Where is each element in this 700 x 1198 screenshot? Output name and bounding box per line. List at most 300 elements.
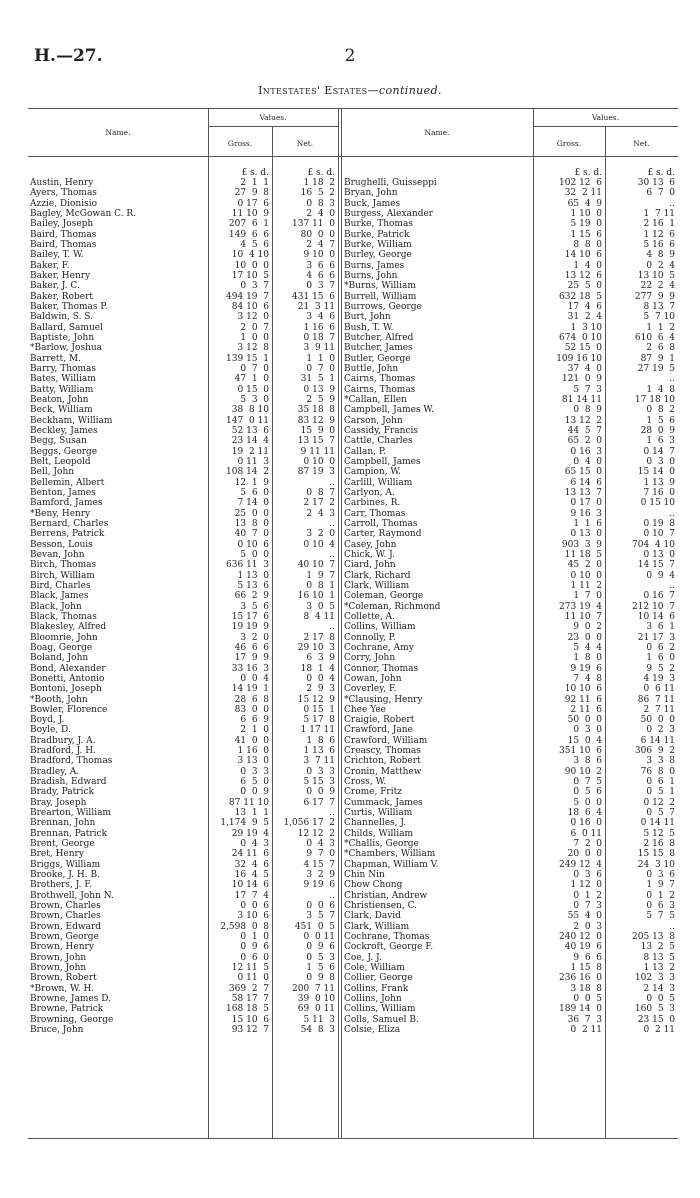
net-value: 29 10 3: [297, 642, 335, 653]
net-value: 83 12 9: [297, 415, 335, 426]
net-value: 0 5 7: [646, 808, 675, 819]
gross-value: 0 3 7: [240, 281, 269, 292]
gross-value: 17 7 4: [234, 890, 269, 901]
gross-value: 0 5 6: [573, 787, 602, 798]
gross-value: 1 8 0: [573, 653, 602, 664]
estate-name: Brent, George: [30, 839, 95, 850]
estate-name: Baker, J. C.: [30, 281, 80, 292]
net-value: 8 4 11: [303, 611, 335, 622]
net-value: 0 3 0: [646, 456, 675, 467]
estate-name: Cross, W.: [344, 777, 387, 788]
net-value: 1 1 0: [306, 353, 335, 364]
gross-value: 1 3 10: [570, 322, 602, 333]
gross-value: 23 0 0: [567, 632, 602, 643]
net-value: 2 5 9: [306, 394, 335, 405]
estate-name: Curtis, William: [344, 808, 413, 819]
table-row: [28, 777, 678, 787]
net-value: 0 10 7: [643, 529, 675, 540]
table-row: [28, 312, 678, 322]
gross-value: 14 19 1: [231, 684, 269, 695]
net-value: 6 7 0: [646, 188, 675, 199]
gross-value: 31 2 4: [567, 312, 602, 323]
col-name-left: Name.: [105, 128, 131, 137]
estate-name: Boyle, D.: [30, 725, 71, 736]
estate-name: *Challis, George: [344, 839, 419, 850]
gross-value: 5 13 6: [237, 580, 269, 591]
gross-value: 10 14 6: [231, 880, 269, 891]
estate-name: Baker, Thomas P.: [30, 301, 108, 312]
net-value: 5 12 5: [643, 828, 675, 839]
estate-name: Buttle, John: [344, 363, 399, 374]
estate-name: Carlill, William: [344, 477, 413, 488]
gross-value: 108 14 2: [226, 467, 269, 478]
estate-name: Coverley, F.: [344, 684, 397, 695]
table-row: [28, 736, 678, 746]
gross-value: 9 16 3: [570, 508, 602, 519]
gross-value: 0 10 6: [237, 539, 269, 550]
net-value: 451 0 5: [294, 921, 335, 932]
net-value: 2 17 2: [303, 498, 335, 509]
table-row: [28, 343, 678, 353]
estate-name: Brown, Charles: [30, 901, 101, 912]
gross-value: 0 11 3: [237, 456, 269, 467]
net-value: 13 2 5: [640, 942, 675, 953]
estate-name: Baker, Robert: [30, 291, 93, 302]
estate-name: *Booth, John: [30, 694, 88, 705]
estate-name: Brughelli, Guisseppi: [344, 178, 437, 188]
table-row: [28, 1025, 678, 1035]
estate-name: Burt, John: [344, 312, 391, 323]
gross-value: 0 15 0: [237, 384, 269, 395]
table-row: [28, 870, 678, 880]
gross-value: 0 0 5: [573, 994, 602, 1005]
gross-value: 65 2 0: [567, 436, 602, 447]
gross-value: 9 6 6: [573, 952, 602, 963]
table-row: [28, 922, 678, 932]
estate-name: Baptiste, John: [30, 332, 95, 343]
net-value: 2 9 3: [306, 684, 335, 695]
net-value: 39 0 10: [297, 994, 335, 1005]
net-value: 4 15 7: [303, 859, 335, 870]
estate-name: Bailey, T. W.: [30, 250, 84, 261]
net-value: 137 11 0: [292, 219, 335, 230]
net-value: 2 4 7: [306, 239, 335, 250]
estate-name: Burrows, George: [344, 301, 422, 312]
table-row: [28, 695, 678, 705]
estate-name: Collins, William: [344, 1004, 416, 1015]
estate-name: *Callan, Ellen: [344, 394, 407, 405]
table-row: [28, 643, 678, 653]
gross-value: 10 10 6: [564, 684, 602, 695]
table-row: [28, 426, 678, 436]
table-row: [28, 963, 678, 973]
table-row: [28, 612, 678, 622]
estate-name: Bond, Alexander: [30, 663, 106, 674]
estate-name: Burke, William: [344, 239, 412, 250]
net-value: 16 5 2: [300, 188, 335, 199]
net-value: ..: [329, 890, 335, 901]
table-row: [28, 292, 678, 302]
net-value: 13 10 5: [637, 270, 675, 281]
table-row: [28, 209, 678, 219]
gross-value: 4 5 6: [240, 239, 269, 250]
net-value: 54 8 3: [300, 1025, 335, 1036]
estate-name: Bruce, John: [30, 1025, 84, 1036]
net-value: 15 14 0: [637, 467, 675, 478]
gross-value: 6 6 9: [240, 715, 269, 726]
net-value: 0 14 11: [640, 818, 675, 829]
gross-value: 41 0 0: [234, 735, 269, 746]
estates-table: [28, 108, 678, 1138]
net-value: 3 6 6: [306, 260, 335, 271]
gross-value: 11 10 9: [231, 208, 269, 219]
estate-name: Belt, Leopold: [30, 456, 91, 467]
gross-value: 15 0 4: [567, 735, 602, 746]
table-row: [28, 478, 678, 488]
estate-name: Brooke, J. H. B.: [30, 870, 100, 881]
estate-name: Craigie, Robert: [344, 715, 415, 726]
net-value: ..: [329, 622, 335, 633]
table-row: [28, 333, 678, 343]
gross-value: 0 2 11: [570, 1025, 602, 1036]
gross-value: 32 2 11: [564, 188, 602, 199]
net-value: 0 18 7: [303, 332, 335, 343]
table-row: [28, 188, 678, 198]
estate-name: Chin Nin: [344, 870, 385, 881]
net-value: 23 15 0: [637, 1014, 675, 1025]
net-value: 5 7 10: [643, 312, 675, 323]
estate-name: Bradish, Edward: [30, 777, 107, 788]
net-value: 14 15 7: [637, 560, 675, 571]
net-value: 6 14 11: [640, 735, 675, 746]
estate-name: Carter, Raymond: [344, 529, 422, 540]
net-value: 22 2 4: [640, 281, 675, 292]
gross-value: 13 1 1: [234, 808, 269, 819]
estate-name: Bush, T. W.: [344, 322, 394, 333]
net-value: 0 15 10: [640, 498, 675, 509]
net-value: 2 17 8: [303, 632, 335, 643]
net-value: 0 13 0: [643, 549, 675, 560]
estate-name: Benton, James: [30, 487, 96, 498]
estate-name: Beggs, George: [30, 446, 98, 457]
gross-value: 66 2 9: [234, 591, 269, 602]
gross-value: 0 0 9: [240, 787, 269, 798]
gross-value: 52 13 6: [231, 425, 269, 436]
table-row: [28, 756, 678, 766]
estate-name: Barrett, M.: [30, 353, 81, 364]
estate-name: Brown, Edward: [30, 921, 102, 932]
gross-value: 3 12 8: [237, 343, 269, 354]
title-main: Intestates' Estates: [258, 84, 368, 97]
net-value: 27 19 5: [637, 363, 675, 374]
estate-name: Campion, W.: [344, 467, 401, 478]
estate-name: Childs, William: [344, 828, 414, 839]
table-row: [28, 219, 678, 229]
gross-value: 5 19 0: [570, 219, 602, 230]
net-value: 1 5 6: [646, 415, 675, 426]
table-row: [28, 633, 678, 643]
gross-value: 45 2 0: [567, 560, 602, 571]
net-value: 1 6 3: [646, 436, 675, 447]
estate-name: Bontoni, Joseph: [30, 684, 102, 695]
page-header: [34, 46, 666, 68]
gross-value: 0 0 4: [240, 673, 269, 684]
estate-name: Collins, Frank: [344, 983, 409, 994]
table-row: [28, 560, 678, 570]
net-value: 1 13 2: [643, 963, 675, 974]
estate-name: Brown, Charles: [30, 911, 101, 922]
gross-value: 1 15 6: [570, 229, 602, 240]
net-value: 0 2 3: [646, 725, 675, 736]
estate-name: Cockroft, George F.: [344, 942, 434, 953]
net-value: 0 10 4: [303, 539, 335, 550]
table-row: [28, 467, 678, 477]
gross-value: 29 19 4: [231, 828, 269, 839]
table-row: [28, 798, 678, 808]
net-value: 0 13 9: [303, 384, 335, 395]
table-row: [28, 829, 678, 839]
estate-name: Butcher, James: [344, 343, 413, 354]
table-row: [28, 591, 678, 601]
gross-value: 0 17 6: [237, 198, 269, 209]
estate-name: Brothers, J. F.: [30, 880, 93, 891]
gross-value: 1 1 6: [573, 518, 602, 529]
table-row: [28, 540, 678, 550]
estate-name: Boyd, J.: [30, 715, 65, 726]
net-value: 40 10 7: [297, 560, 335, 571]
estate-name: *Clausing, Henry: [344, 694, 423, 705]
title-continued: —continued.: [367, 84, 442, 97]
gross-value: 12 11 5: [231, 963, 269, 974]
estate-name: Crawford, Jane: [344, 725, 413, 736]
net-value: 21 17 3: [637, 632, 675, 643]
estate-name: Browne, James D.: [30, 994, 111, 1005]
table-row: [28, 725, 678, 735]
gross-value: 674 0 10: [559, 332, 602, 343]
estate-name: *Coleman, Richmond: [344, 601, 441, 612]
gross-value: 5 0 0: [573, 797, 602, 808]
gross-value: 3 10 6: [237, 911, 269, 922]
gross-value: 14 10 6: [564, 250, 602, 261]
net-value: 1 17 11: [300, 725, 335, 736]
net-value: 2 16 1: [643, 219, 675, 230]
net-value: 3 2 9: [306, 870, 335, 881]
gross-value: 13 8 0: [234, 518, 269, 529]
net-value: 3 3 8: [646, 756, 675, 767]
net-value: 3 2 0: [306, 529, 335, 540]
gross-value: 46 6 6: [234, 642, 269, 653]
net-value: 0 5 1: [646, 787, 675, 798]
gross-value: 13 12 6: [564, 270, 602, 281]
gross-value: 0 16 0: [570, 818, 602, 829]
gross-value: 109 16 10: [556, 353, 602, 364]
estate-name: Chee Yee: [344, 704, 387, 715]
net-value: 0 4 3: [306, 839, 335, 850]
table-row: [28, 860, 678, 870]
table-row: [28, 250, 678, 260]
net-value: 0 6 3: [646, 901, 675, 912]
net-value: 4 8 9: [646, 250, 675, 261]
net-value: 0 8 7: [306, 487, 335, 498]
table-row: [28, 199, 678, 209]
estate-name: Burke, Thomas: [344, 219, 413, 230]
estate-name: Bird, Charles: [30, 580, 91, 591]
table-row: [28, 942, 678, 952]
estate-name: Briggs, William: [30, 859, 101, 870]
net-value: 0 14 7: [643, 446, 675, 457]
estate-name: Cowan, John: [344, 673, 402, 684]
gross-value: 3 2 0: [240, 632, 269, 643]
net-value: 704 4 10: [632, 539, 675, 550]
net-value: 0 6 11: [643, 684, 675, 695]
net-value: 1 5 6: [306, 963, 335, 974]
estate-name: Cronin, Matthew: [344, 766, 422, 777]
gross-value: 273 19 4: [559, 601, 602, 612]
estate-name: Bailey, Joseph: [30, 219, 94, 230]
table-row: [28, 1004, 678, 1014]
estate-name: Black, James: [30, 591, 89, 602]
table-row: [28, 674, 678, 684]
estate-name: *Chambers, William: [344, 849, 436, 860]
net-value: 277 9 9: [634, 291, 675, 302]
net-value: 0 0 5: [646, 994, 675, 1005]
net-value: 4 6 6: [306, 270, 335, 281]
net-value: 16 10 1: [297, 591, 335, 602]
net-value: 0 0 11: [303, 932, 335, 943]
estate-name: Baker, F.: [30, 260, 70, 271]
estate-name: Blakesley, Alfred: [30, 622, 107, 633]
gross-value: 189 14 0: [559, 1004, 602, 1015]
net-value: 610 6 4: [634, 332, 675, 343]
gross-value: 0 0 6: [240, 901, 269, 912]
estate-name: Austin, Henry: [30, 178, 94, 188]
gross-value: 17 4 6: [567, 301, 602, 312]
gross-value: 6 14 6: [570, 477, 602, 488]
table-row: [28, 746, 678, 756]
gross-value: 0 11 0: [237, 973, 269, 984]
gross-value: 17 10 5: [231, 270, 269, 281]
gross-value: 23 14 4: [231, 436, 269, 447]
gross-value: 10 4 10: [231, 250, 269, 261]
estate-name: Burns, John: [344, 270, 398, 281]
gross-value: 7 2 0: [573, 839, 602, 850]
estate-name: Clark, David: [344, 911, 401, 922]
gross-value: 0 6 0: [240, 952, 269, 963]
net-value: 0 9 4: [646, 570, 675, 581]
estate-name: Bamford, James: [30, 498, 103, 509]
net-value: 8 13 7: [643, 301, 675, 312]
net-value: 1 9 7: [646, 880, 675, 891]
gross-value: 351 10 6: [559, 746, 602, 757]
gross-value: 65 15 0: [564, 467, 602, 478]
gross-value: 58 17 7: [231, 994, 269, 1005]
col-net-left: Net.: [296, 139, 314, 148]
table-row: [28, 281, 678, 291]
gross-value: 84 10 6: [231, 301, 269, 312]
gross-value: 93 12 7: [231, 1025, 269, 1036]
estate-name: Cummack, James: [344, 797, 423, 808]
net-value: 15 12 9: [297, 694, 335, 705]
net-value: 76 8 0: [640, 766, 675, 777]
estate-name: Brown, Henry: [30, 942, 94, 953]
gross-value: 1 11 2: [570, 580, 602, 591]
table-row: [28, 653, 678, 663]
net-value: ..: [329, 808, 335, 819]
estate-name: Brown, Robert: [30, 973, 97, 984]
table-row: [28, 498, 678, 508]
estate-name: Channelles, J.: [344, 818, 407, 829]
net-value: 9 10 0: [303, 250, 335, 261]
table-row: [28, 767, 678, 777]
net-value: 1 6 0: [646, 653, 675, 664]
table-row: [28, 891, 678, 901]
estate-name: Campbell, James W.: [344, 405, 434, 416]
gross-value: 11 10 7: [564, 611, 602, 622]
net-value: 3 0 5: [306, 601, 335, 612]
table-row: [28, 602, 678, 612]
net-value: 87 19 3: [297, 467, 335, 478]
estate-name: Black, Thomas: [30, 611, 97, 622]
table-row: [28, 261, 678, 271]
estate-name: Carlyon, A.: [344, 487, 395, 498]
estate-name: Birch, William: [30, 570, 95, 581]
net-value: 5 15 3: [303, 777, 335, 788]
net-value: 2 4 0: [306, 208, 335, 219]
table-row: [28, 436, 678, 446]
estate-name: Connolly, P.: [344, 632, 396, 643]
table-row: [28, 1015, 678, 1025]
gross-value: 25 5 0: [567, 281, 602, 292]
gross-value: 40 19 6: [564, 942, 602, 953]
net-value: 24 3 10: [637, 859, 675, 870]
gross-value: 92 11 6: [564, 694, 602, 705]
gross-value: 0 3 0: [573, 725, 602, 736]
gross-value: 0 7 3: [573, 901, 602, 912]
gross-value: 8 8 0: [573, 239, 602, 250]
table-row: [28, 984, 678, 994]
estate-name: Brown, John: [30, 952, 87, 963]
estate-name: Carbines, R.: [344, 498, 401, 509]
estate-name: Birch, Thomas: [30, 560, 97, 571]
estate-name: Cochrane, Thomas: [344, 932, 430, 943]
gross-value: 1,174 9 5: [220, 818, 269, 829]
net-value: 15 15 8: [637, 849, 675, 860]
net-value: 0 3 6: [646, 870, 675, 881]
estate-name: Collins, John: [344, 994, 402, 1005]
gross-value: 0 7 0: [240, 363, 269, 374]
gross-value: 33 16 3: [231, 663, 269, 674]
estate-name: Collette, A.: [344, 611, 396, 622]
gross-value: 149 6 6: [228, 229, 269, 240]
estate-name: Berrens, Patrick: [30, 529, 105, 540]
table-row: [28, 911, 678, 921]
net-value: 0 9 6: [306, 942, 335, 953]
net-value: 1 18 2: [303, 178, 335, 188]
net-value: ..: [329, 477, 335, 488]
gross-value: 38 8 10: [231, 405, 269, 416]
estate-name: Batty, William: [30, 384, 94, 395]
estate-name: Bryan, John: [344, 188, 398, 199]
net-value: 9 5 2: [646, 663, 675, 674]
gross-value: 2 0 7: [240, 322, 269, 333]
estate-name: Carroll, Thomas: [344, 518, 418, 529]
gross-value: 3 12 0: [237, 312, 269, 323]
estate-name: Baird, Thomas: [30, 229, 97, 240]
estate-name: Creascy, Thomas: [344, 746, 421, 757]
estate-name: Corry, John: [344, 653, 396, 664]
estate-name: Baldwin, S. S.: [30, 312, 93, 323]
net-value: ..: [669, 921, 675, 932]
